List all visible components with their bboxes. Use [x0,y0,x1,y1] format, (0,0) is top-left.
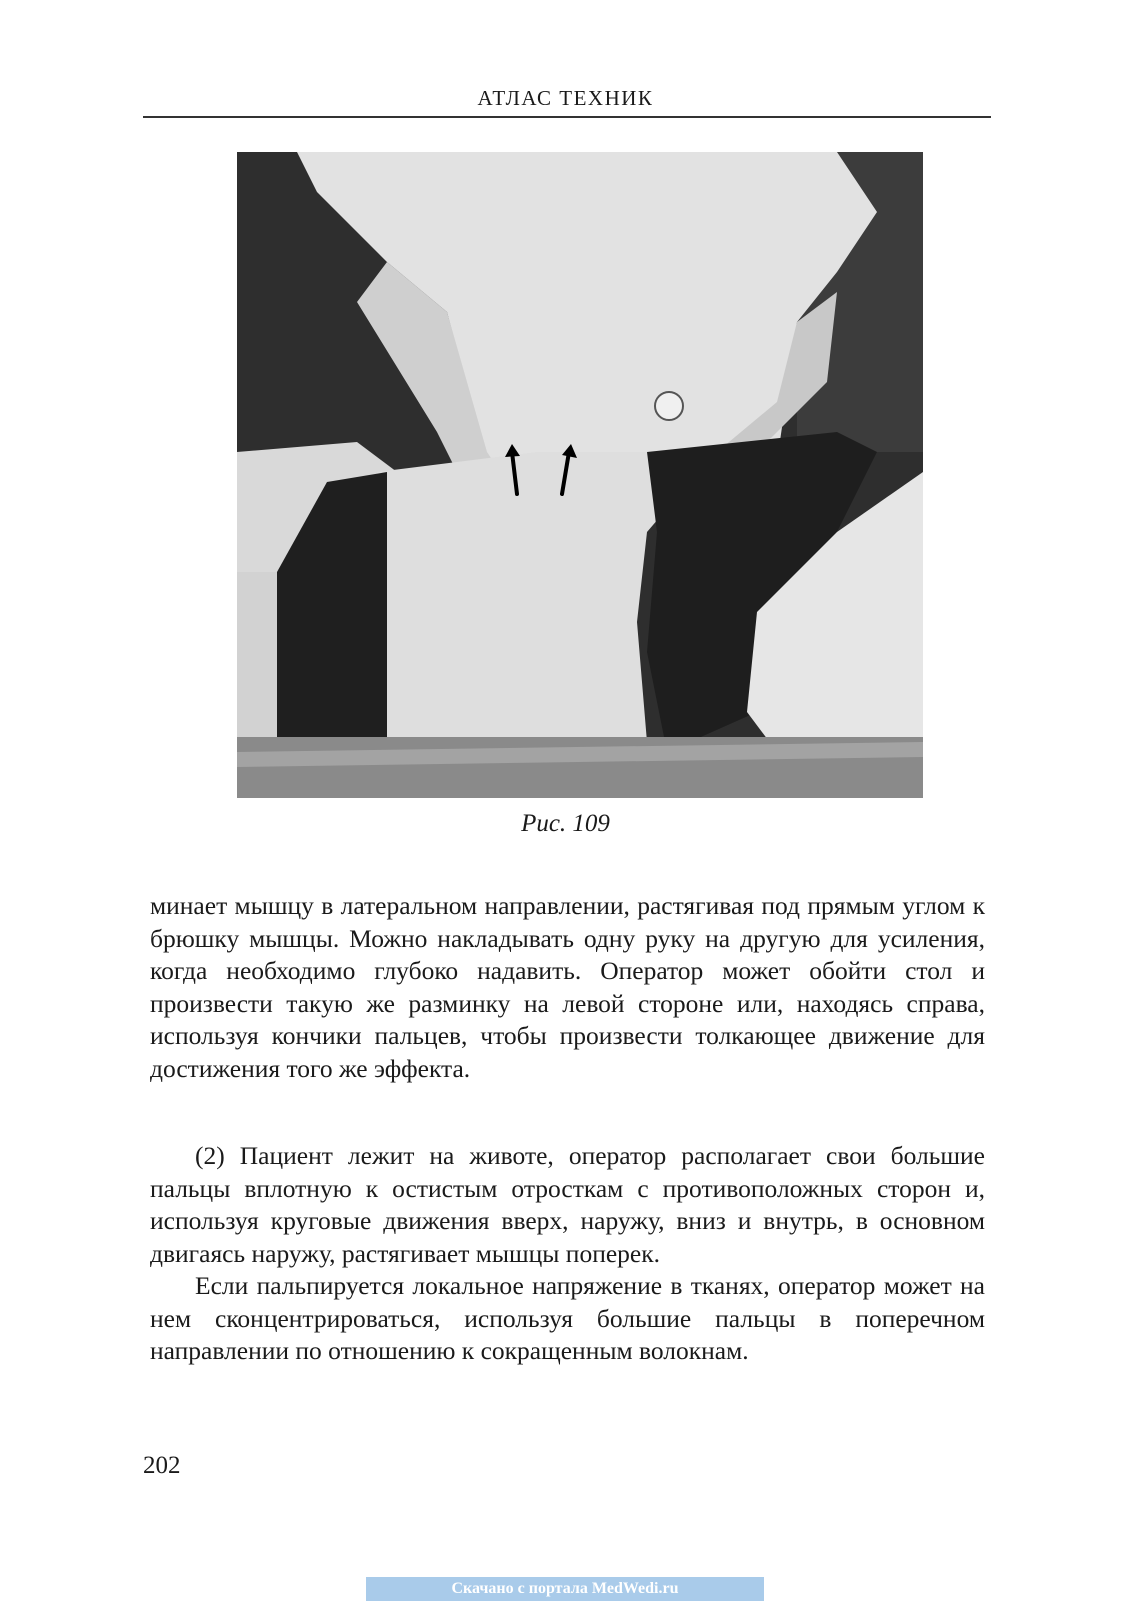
massage-photo [237,152,923,798]
running-head: АТЛАС ТЕХНИК [477,86,654,110]
paragraph-text: минает мышцу в латеральном направлении, растягивая под прямым углом к брюшку мышцы. Можно накладывать одну руку на другую для усиления, когда необходимо глубоко надавить. Оператор может обойти стол и произвести такую же разминку на левой стороне или, находясь справа, используя кончики пальцев, чтобы произвести толкающее движение для достижения того же эффекта. [150,891,985,1083]
download-watermark[interactable]: Скачано с портала MedWedi.ru [366,1577,764,1601]
figure-caption: Рис. 109 [521,810,610,837]
header-rule [143,116,991,118]
page-number: 202 [143,1452,181,1479]
paragraph-text: (2) Пациент лежит на животе, оператор располагает свои большие пальцы вплотную к остистым отросткам с противоположных сторон и, используя круговые движения вверх, наружу, вниз и внутрь, в основном двигаясь наружу, растягивает мышцы поперек. [150,1141,985,1268]
figure-photo [237,152,923,798]
body-paragraphs-2 [150,1140,985,1368]
body-paragraph-1 [150,890,985,1085]
paragraph-text: Если пальпируется локальное напряжение в тканях, оператор может на нем сконцентрироваться, используя большие пальцы в поперечном направлении по отношению к сокращенным волокнам. [150,1271,985,1365]
